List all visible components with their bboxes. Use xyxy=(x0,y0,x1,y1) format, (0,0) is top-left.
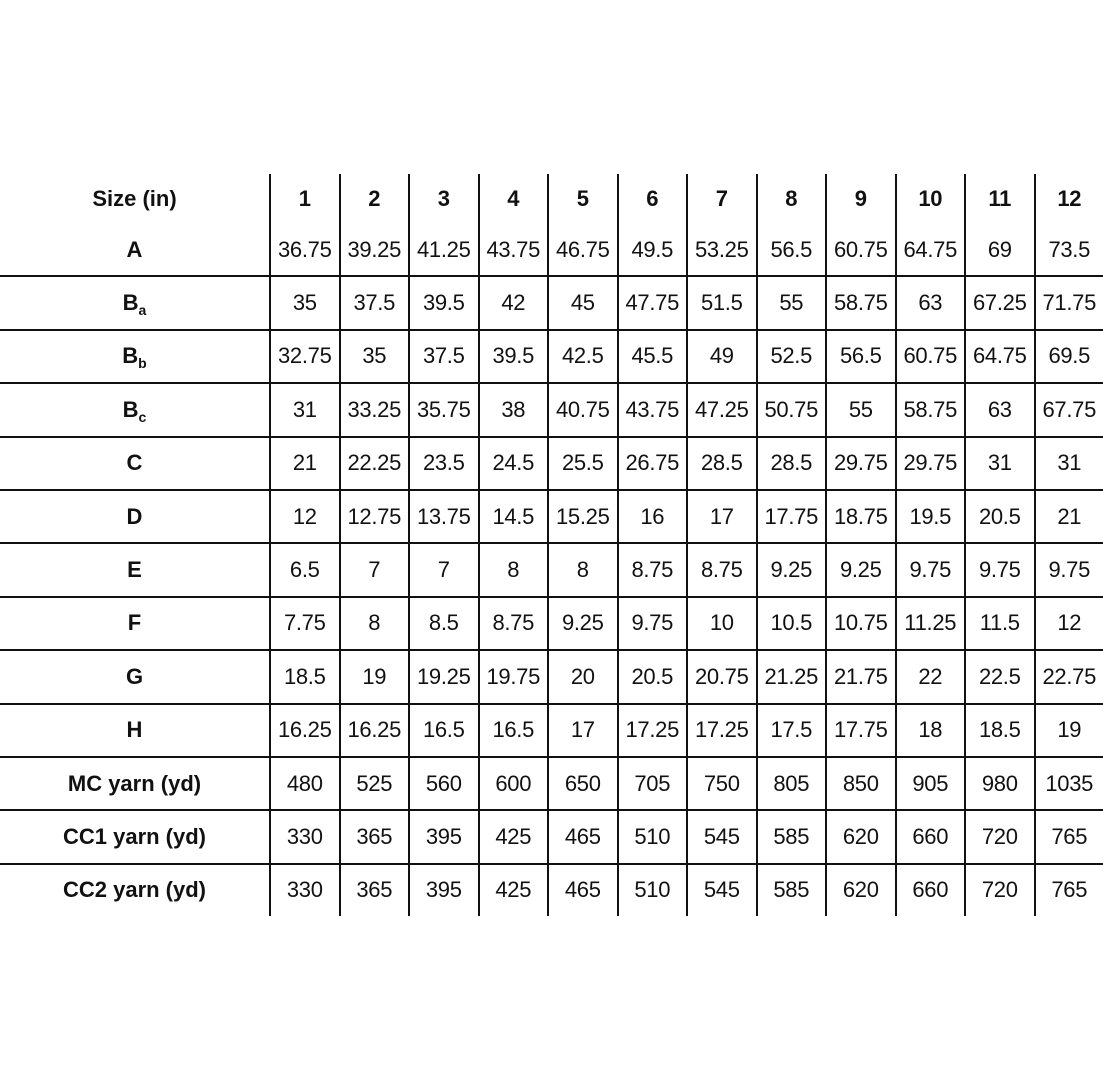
row-label xyxy=(0,437,270,490)
size-header: 5 xyxy=(548,174,618,224)
header-row xyxy=(0,174,1103,224)
table-cell: 31 xyxy=(1035,437,1103,490)
table-cell: 8.5 xyxy=(409,597,479,650)
row-label xyxy=(0,650,270,703)
size-header: 6 xyxy=(618,174,688,224)
table-row xyxy=(0,224,1103,276)
row-label xyxy=(0,276,270,329)
table-cell: 465 xyxy=(548,864,618,916)
row-label xyxy=(0,757,270,810)
table-cell: 9.25 xyxy=(548,597,618,650)
table-row xyxy=(0,383,1103,436)
row-label xyxy=(0,490,270,543)
table-cell: 29.75 xyxy=(826,437,896,490)
table-cell: 22.75 xyxy=(1035,650,1103,703)
table-cell: 17.75 xyxy=(757,490,827,543)
table-cell: 11.5 xyxy=(965,597,1035,650)
table-cell: 31 xyxy=(270,383,340,436)
table-cell: 7 xyxy=(340,543,410,596)
table-cell: 32.75 xyxy=(270,330,340,383)
table-cell: 8.75 xyxy=(618,543,688,596)
table-cell: 11.25 xyxy=(896,597,966,650)
table-cell: 17 xyxy=(548,704,618,757)
table-cell: 31 xyxy=(965,437,1035,490)
table-cell: 600 xyxy=(479,757,549,810)
row-label-text: D xyxy=(126,503,143,529)
row-label-text: E xyxy=(127,557,142,583)
table-cell: 43.75 xyxy=(479,224,549,276)
table-row xyxy=(0,810,1103,863)
table-cell: 750 xyxy=(687,757,757,810)
table-cell: 7 xyxy=(409,543,479,596)
row-label-text: CC2 yarn (yd) xyxy=(62,877,207,903)
table-row xyxy=(0,597,1103,650)
table-cell: 365 xyxy=(340,810,410,863)
row-label xyxy=(0,543,270,596)
table-cell: 55 xyxy=(826,383,896,436)
table-cell: 40.75 xyxy=(548,383,618,436)
table-cell: 905 xyxy=(896,757,966,810)
table-cell: 660 xyxy=(896,810,966,863)
table-cell: 20.5 xyxy=(965,490,1035,543)
row-label-subscript: c xyxy=(138,408,147,425)
size-header: 10 xyxy=(896,174,966,224)
size-chart-table xyxy=(0,174,1103,916)
table-row xyxy=(0,543,1103,596)
table-cell: 22.5 xyxy=(965,650,1035,703)
table-cell: 10.75 xyxy=(826,597,896,650)
table-cell: 39.5 xyxy=(479,330,549,383)
table-cell: 585 xyxy=(757,864,827,916)
table-row xyxy=(0,864,1103,916)
table-cell: 16.5 xyxy=(409,704,479,757)
table-cell: 850 xyxy=(826,757,896,810)
table-cell: 12 xyxy=(1035,597,1103,650)
table-cell: 17.75 xyxy=(826,704,896,757)
table-cell: 7.75 xyxy=(270,597,340,650)
table-cell: 9.75 xyxy=(618,597,688,650)
table-cell: 8 xyxy=(479,543,549,596)
table-cell: 545 xyxy=(687,810,757,863)
table-cell: 8.75 xyxy=(479,597,549,650)
table-cell: 20.75 xyxy=(687,650,757,703)
table-cell: 51.5 xyxy=(687,276,757,329)
row-label-subscript: b xyxy=(138,355,147,372)
size-header: 7 xyxy=(687,174,757,224)
table-cell: 18 xyxy=(896,704,966,757)
header-label: Size (in) xyxy=(92,186,177,211)
table-cell: 37.5 xyxy=(340,276,410,329)
table-cell: 16.5 xyxy=(479,704,549,757)
table-cell: 58.75 xyxy=(826,276,896,329)
size-header: 2 xyxy=(340,174,410,224)
table-cell: 510 xyxy=(618,864,688,916)
table-cell: 19.25 xyxy=(409,650,479,703)
table-cell: 9.75 xyxy=(1035,543,1103,596)
table-cell: 21.75 xyxy=(826,650,896,703)
table-cell: 395 xyxy=(409,810,479,863)
size-header: 8 xyxy=(757,174,827,224)
table-cell: 14.5 xyxy=(479,490,549,543)
table-cell: 19 xyxy=(1035,704,1103,757)
table-cell: 620 xyxy=(826,810,896,863)
table-cell: 64.75 xyxy=(965,330,1035,383)
table-cell: 705 xyxy=(618,757,688,810)
table-cell: 67.25 xyxy=(965,276,1035,329)
table-cell: 16.25 xyxy=(270,704,340,757)
table-cell: 395 xyxy=(409,864,479,916)
table-cell: 585 xyxy=(757,810,827,863)
row-label-text: G xyxy=(125,663,144,689)
table-cell: 10.5 xyxy=(757,597,827,650)
table-cell: 39.5 xyxy=(409,276,479,329)
table-cell: 21 xyxy=(270,437,340,490)
table-cell: 49 xyxy=(687,330,757,383)
table-cell: 23.5 xyxy=(409,437,479,490)
row-label-text: A xyxy=(126,236,143,262)
table-cell: 480 xyxy=(270,757,340,810)
table-cell: 69 xyxy=(965,224,1035,276)
size-header: 11 xyxy=(965,174,1035,224)
table-cell: 21.25 xyxy=(757,650,827,703)
table-cell: 425 xyxy=(479,810,549,863)
table-cell: 69.5 xyxy=(1035,330,1103,383)
size-header: 12 xyxy=(1035,174,1103,224)
table-cell: 19 xyxy=(340,650,410,703)
table-row xyxy=(0,437,1103,490)
table-cell: 620 xyxy=(826,864,896,916)
table-cell: 20.5 xyxy=(618,650,688,703)
table-cell: 56.5 xyxy=(826,330,896,383)
row-label-text: B xyxy=(122,396,139,422)
table-cell: 9.25 xyxy=(757,543,827,596)
table-cell: 18.5 xyxy=(270,650,340,703)
row-label-text: F xyxy=(127,610,142,636)
row-label xyxy=(0,597,270,650)
table-cell: 42 xyxy=(479,276,549,329)
table-cell: 53.25 xyxy=(687,224,757,276)
table-cell: 8 xyxy=(548,543,618,596)
table-cell: 21 xyxy=(1035,490,1103,543)
table-cell: 330 xyxy=(270,810,340,863)
table-cell: 41.25 xyxy=(409,224,479,276)
table-cell: 510 xyxy=(618,810,688,863)
table-cell: 365 xyxy=(340,864,410,916)
table-cell: 35 xyxy=(340,330,410,383)
table-cell: 35.75 xyxy=(409,383,479,436)
table-row xyxy=(0,704,1103,757)
table-cell: 17.25 xyxy=(687,704,757,757)
table-row xyxy=(0,650,1103,703)
table-cell: 38 xyxy=(479,383,549,436)
row-label xyxy=(0,810,270,863)
table-cell: 35 xyxy=(270,276,340,329)
table-cell: 19.5 xyxy=(896,490,966,543)
table-cell: 18.5 xyxy=(965,704,1035,757)
row-label-text: CC1 yarn (yd) xyxy=(62,823,207,849)
table-cell: 45 xyxy=(548,276,618,329)
table-cell: 47.25 xyxy=(687,383,757,436)
table-cell: 9.25 xyxy=(826,543,896,596)
table-row xyxy=(0,276,1103,329)
table-cell: 465 xyxy=(548,810,618,863)
table-cell: 29.75 xyxy=(896,437,966,490)
table-cell: 25.5 xyxy=(548,437,618,490)
table-cell: 28.5 xyxy=(687,437,757,490)
table-cell: 650 xyxy=(548,757,618,810)
table-cell: 42.5 xyxy=(548,330,618,383)
table-cell: 6.5 xyxy=(270,543,340,596)
table-cell: 9.75 xyxy=(965,543,1035,596)
table-cell: 425 xyxy=(479,864,549,916)
row-label-text: B xyxy=(122,343,139,369)
table-cell: 63 xyxy=(896,276,966,329)
table-cell: 17.25 xyxy=(618,704,688,757)
table-cell: 12.75 xyxy=(340,490,410,543)
table-cell: 720 xyxy=(965,810,1035,863)
table-cell: 16 xyxy=(618,490,688,543)
table-cell: 37.5 xyxy=(409,330,479,383)
table-cell: 28.5 xyxy=(757,437,827,490)
table-cell: 56.5 xyxy=(757,224,827,276)
table-cell: 1035 xyxy=(1035,757,1103,810)
table-cell: 49.5 xyxy=(618,224,688,276)
table-cell: 9.75 xyxy=(896,543,966,596)
table-cell: 47.75 xyxy=(618,276,688,329)
table-cell: 36.75 xyxy=(270,224,340,276)
table-cell: 63 xyxy=(965,383,1035,436)
table-cell: 10 xyxy=(687,597,757,650)
table-cell: 19.75 xyxy=(479,650,549,703)
table-cell: 45.5 xyxy=(618,330,688,383)
table-cell: 765 xyxy=(1035,810,1103,863)
row-label xyxy=(0,704,270,757)
row-label-text: MC yarn (yd) xyxy=(67,770,202,796)
row-label-text: B xyxy=(122,290,139,316)
table-cell: 805 xyxy=(757,757,827,810)
row-label xyxy=(0,330,270,383)
table-cell: 24.5 xyxy=(479,437,549,490)
table-row xyxy=(0,330,1103,383)
table-cell: 8 xyxy=(340,597,410,650)
table-row xyxy=(0,490,1103,543)
table-cell: 71.75 xyxy=(1035,276,1103,329)
table-cell: 43.75 xyxy=(618,383,688,436)
table-cell: 660 xyxy=(896,864,966,916)
table-body xyxy=(0,224,1103,916)
table-cell: 980 xyxy=(965,757,1035,810)
row-label-text: H xyxy=(126,717,143,743)
row-label-subscript: a xyxy=(138,302,147,319)
table-cell: 560 xyxy=(409,757,479,810)
size-header: 4 xyxy=(479,174,549,224)
table-cell: 58.75 xyxy=(896,383,966,436)
table-cell: 67.75 xyxy=(1035,383,1103,436)
row-label xyxy=(0,383,270,436)
table-cell: 20 xyxy=(548,650,618,703)
table-cell: 720 xyxy=(965,864,1035,916)
row-label xyxy=(0,864,270,916)
table-cell: 60.75 xyxy=(896,330,966,383)
table-cell: 39.25 xyxy=(340,224,410,276)
size-header: 9 xyxy=(826,174,896,224)
table-cell: 18.75 xyxy=(826,490,896,543)
table-cell: 26.75 xyxy=(618,437,688,490)
table-cell: 17.5 xyxy=(757,704,827,757)
table-cell: 46.75 xyxy=(548,224,618,276)
table-cell: 33.25 xyxy=(340,383,410,436)
table-cell: 8.75 xyxy=(687,543,757,596)
table-cell: 64.75 xyxy=(896,224,966,276)
table-cell: 765 xyxy=(1035,864,1103,916)
table-cell: 16.25 xyxy=(340,704,410,757)
table-cell: 12 xyxy=(270,490,340,543)
table-cell: 22.25 xyxy=(340,437,410,490)
table-cell: 330 xyxy=(270,864,340,916)
table-cell: 15.25 xyxy=(548,490,618,543)
table-cell: 60.75 xyxy=(826,224,896,276)
table-cell: 525 xyxy=(340,757,410,810)
table-cell: 545 xyxy=(687,864,757,916)
table-cell: 50.75 xyxy=(757,383,827,436)
table-cell: 13.75 xyxy=(409,490,479,543)
table-row xyxy=(0,757,1103,810)
size-header: 1 xyxy=(270,174,340,224)
row-label xyxy=(0,224,270,276)
table-cell: 73.5 xyxy=(1035,224,1103,276)
size-header: 3 xyxy=(409,174,479,224)
table-cell: 55 xyxy=(757,276,827,329)
row-label-text: C xyxy=(126,450,143,476)
table-cell: 22 xyxy=(896,650,966,703)
table-cell: 17 xyxy=(687,490,757,543)
table-cell: 52.5 xyxy=(757,330,827,383)
